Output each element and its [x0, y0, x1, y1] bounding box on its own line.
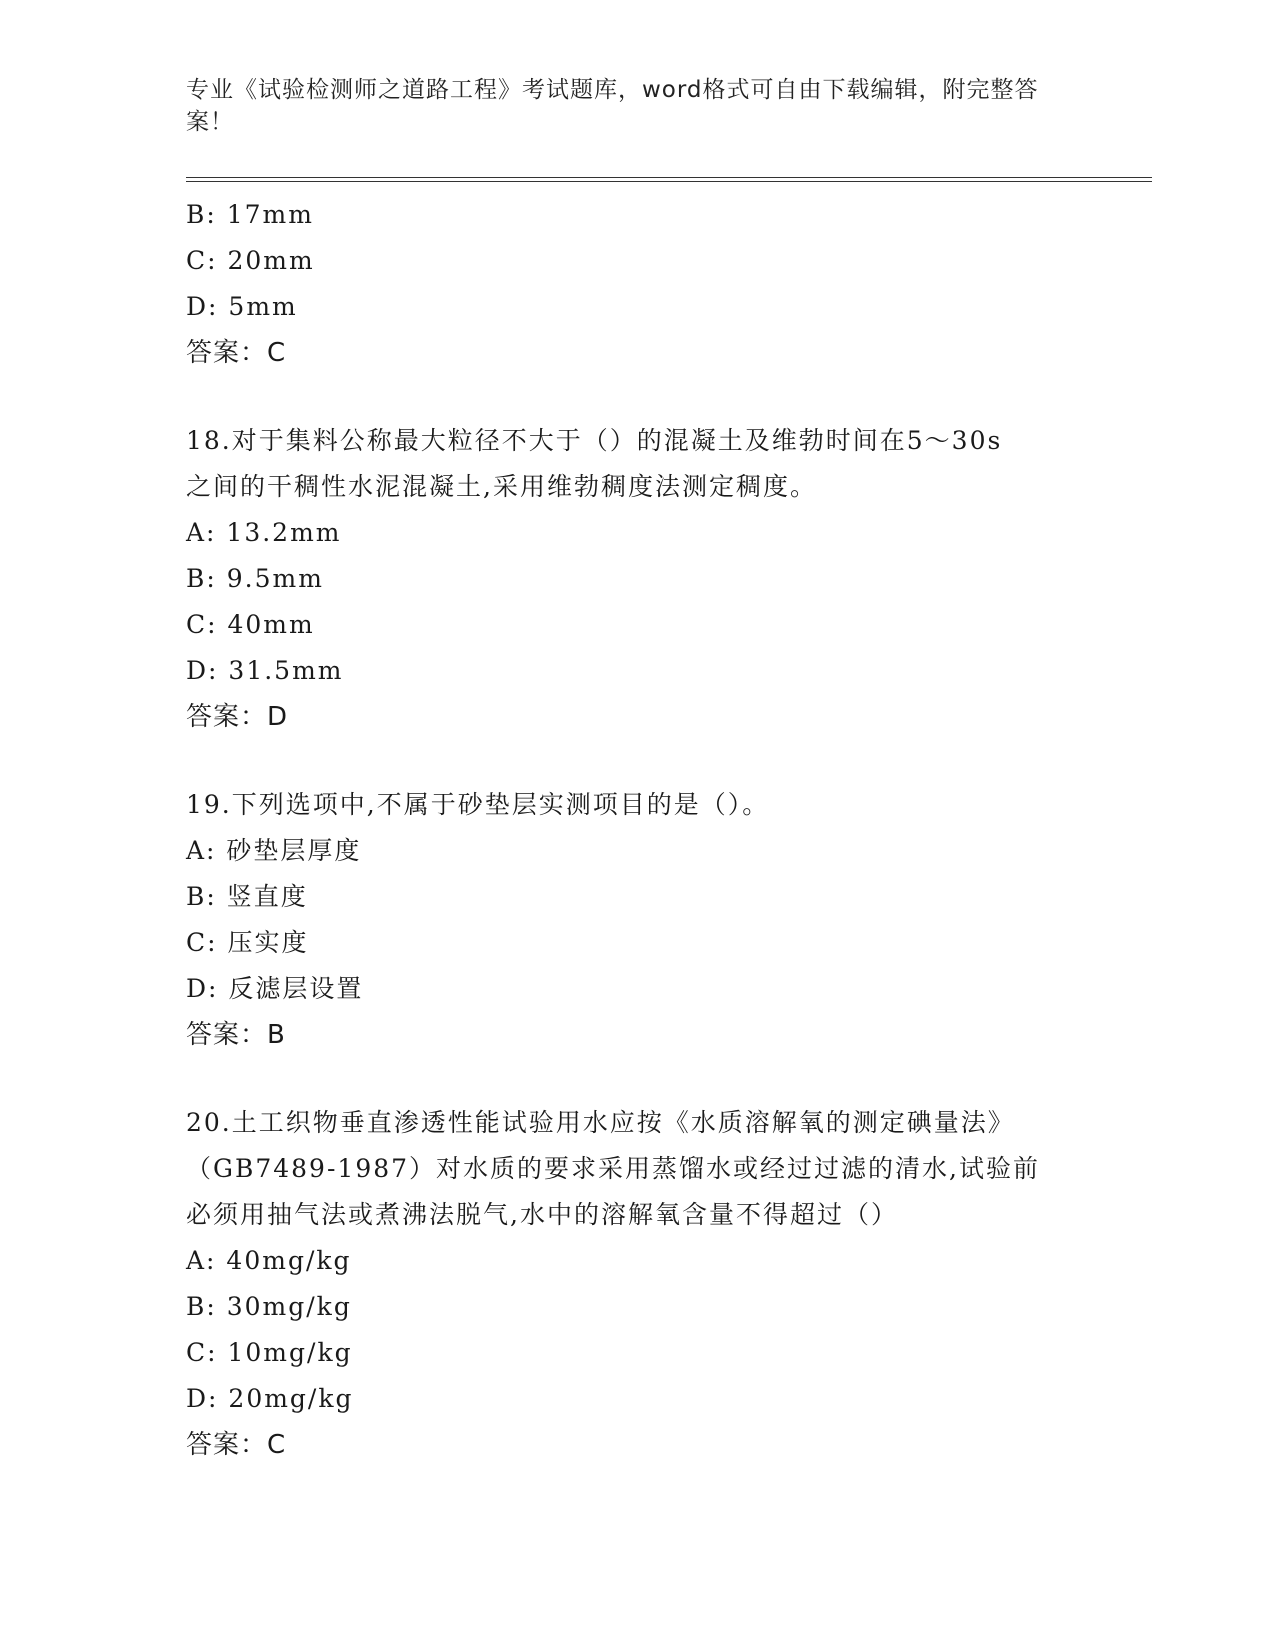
option-a: A: 13.2mm	[186, 518, 342, 547]
option-b: B: 30mg/kg	[186, 1292, 352, 1321]
question-18	[186, 418, 1086, 740]
answer-line: 答案：C	[186, 1430, 287, 1460]
option-c: C: 压实度	[186, 928, 309, 957]
stem-line: 20.土工织物垂直渗透性能试验用水应按《水质溶解氧的测定碘量法》	[186, 1108, 1015, 1137]
header-divider-top	[186, 177, 1152, 178]
option-a: A: 40mg/kg	[186, 1246, 352, 1275]
option-a: A: 砂垫层厚度	[186, 836, 362, 865]
stem-line: 19.下列选项中,不属于砂垫层实测项目的是（）。	[186, 790, 770, 819]
option-b: B: 9.5mm	[186, 564, 324, 593]
option-d: D: 5mm	[186, 292, 298, 321]
answer-line: 答案：D	[186, 702, 289, 732]
header-line-2: 案！	[186, 109, 234, 135]
stem-line: （GB7489-1987）对水质的要求采用蒸馏水或经过过滤的清水,试验前	[186, 1154, 1040, 1183]
option-d: D: 31.5mm	[186, 656, 344, 685]
option-d: D: 反滤层设置	[186, 974, 364, 1003]
option-d: D: 20mg/kg	[186, 1384, 354, 1413]
question-20	[186, 1100, 1086, 1468]
option-c: C: 40mm	[186, 610, 315, 639]
option-c: C: 20mm	[186, 246, 315, 275]
option-c: C: 10mg/kg	[186, 1338, 353, 1367]
stem-line: 18.对于集料公称最大粒径不大于（）的混凝土及维勃时间在5～30s	[186, 426, 1003, 455]
option-b: B: 17mm	[186, 200, 314, 229]
question-list	[186, 192, 1086, 1468]
option-b: B: 竖直度	[186, 882, 308, 911]
question-19	[186, 782, 1086, 1058]
answer-line: 答案：C	[186, 338, 287, 368]
question-stem	[186, 418, 1086, 510]
spacer	[186, 376, 1086, 418]
question-stem	[186, 782, 1086, 828]
spacer	[186, 740, 1086, 782]
stem-line: 必须用抽气法或煮沸法脱气,水中的溶解氧含量不得超过（）	[186, 1200, 898, 1229]
stem-line: 之间的干稠性水泥混凝土,采用维勃稠度法测定稠度。	[186, 472, 817, 501]
question-17-continued	[186, 192, 1086, 376]
spacer	[186, 1058, 1086, 1100]
question-stem	[186, 1100, 1086, 1238]
header-divider-bottom	[186, 181, 1152, 182]
answer-line: 答案：B	[186, 1020, 286, 1050]
page-header	[186, 74, 1066, 138]
header-line-1: 专业《试验检测师之道路工程》考试题库，word格式可自由下载编辑，附完整答	[186, 77, 1039, 103]
